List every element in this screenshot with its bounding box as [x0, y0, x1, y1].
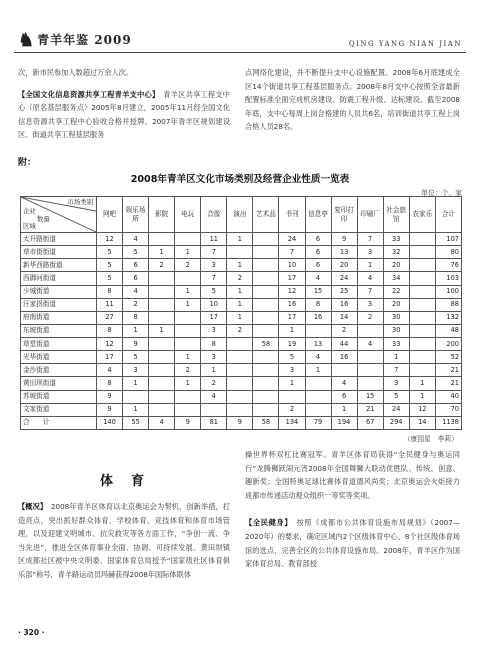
table-cell: 7: [383, 364, 409, 377]
row-region-name: 新华西路街道: [21, 259, 97, 272]
table-cell: 14: [409, 416, 435, 429]
table-cell: 1: [175, 298, 201, 311]
table-cell: [175, 324, 201, 337]
table-cell: 4: [97, 364, 123, 377]
bottom-right-column: [245, 448, 460, 571]
table-cell: 7: [357, 233, 383, 246]
table-cell: 5: [97, 259, 123, 272]
table-cell: 1: [175, 246, 201, 259]
logo-text: 青羊年鉴 2009: [37, 33, 132, 47]
table-cell: 58: [253, 338, 279, 351]
table-cell: 9: [175, 416, 201, 429]
table-cell: 11: [201, 233, 227, 246]
paragraph: [18, 500, 230, 582]
table-cell: 1: [123, 377, 149, 390]
header-count: 数量: [37, 215, 50, 223]
table-cell: [227, 364, 253, 377]
table-cell: 3: [357, 298, 383, 311]
table-row: [21, 259, 462, 272]
row-region-name: 文家街道: [21, 403, 97, 416]
paragraph-heading: 【全国文化信息资源共享工程青羊支中心】: [18, 89, 156, 99]
table-cell: 5: [201, 285, 227, 298]
paragraph: [18, 88, 230, 142]
row-region-name: 金沙街道: [21, 364, 97, 377]
table-cell: [409, 298, 435, 311]
table-cell: 27: [97, 311, 123, 324]
table-cell: 8: [305, 298, 331, 311]
table-row: [21, 285, 462, 298]
section-title: 体育: [100, 474, 163, 489]
table-cell: 5: [97, 272, 123, 285]
table-cell: 107: [435, 233, 461, 246]
table-cell: 70: [435, 403, 461, 416]
table-cell: 17: [97, 351, 123, 364]
table-cell: 4: [201, 390, 227, 403]
row-region-name: 草堂街道: [21, 338, 97, 351]
table-cell: [253, 390, 279, 403]
column-header: 社会旅馆: [383, 197, 409, 233]
table-cell: 11: [97, 298, 123, 311]
table-cell: 1: [227, 285, 253, 298]
table-title: 2008年青羊区文化市场类别及经营企业性质一览表: [130, 174, 350, 185]
paragraph: [245, 516, 460, 570]
table-cell: 16: [331, 351, 357, 364]
table-cell: 1: [149, 324, 175, 337]
table-cell: 22: [383, 285, 409, 298]
table-cell: 25: [331, 285, 357, 298]
table-cell: 194: [331, 416, 357, 429]
column-header: 娱乐场所: [123, 197, 149, 233]
table-cell: 4: [357, 338, 383, 351]
table-cell: [253, 351, 279, 364]
table-cell: 2: [175, 364, 201, 377]
table-row: [21, 233, 462, 246]
table-cell: 24: [331, 272, 357, 285]
table-cell: [409, 311, 435, 324]
table-cell: 6: [123, 272, 149, 285]
table-cell: 6: [331, 390, 357, 403]
table-cell: 1: [175, 285, 201, 298]
table-cell: 14: [331, 311, 357, 324]
table-cell: 3: [201, 351, 227, 364]
paragraph-body: 按照《成都市公共体育设施布局规划》（2007—2020年）的要求，确定区域内2个区级体育中心、8个社区级体育场馆的选点，完善全区的公共体育设施布局。2008年，青羊区作为国家体育总局、教育部授: [245, 518, 460, 569]
table-cell: 3: [201, 259, 227, 272]
table-cell: 9: [123, 338, 149, 351]
table-cell: [253, 246, 279, 259]
table-cell: [253, 364, 279, 377]
table-cell: [227, 351, 253, 364]
row-region-name: 汪家拐街道: [21, 298, 97, 311]
table-cell: 5: [123, 351, 149, 364]
appendix-label: 附：: [18, 158, 37, 168]
table-cell: 2: [123, 298, 149, 311]
column-header: 音像: [201, 197, 227, 233]
table-cell: [149, 338, 175, 351]
table-cell: [227, 338, 253, 351]
table-cell: [357, 324, 383, 337]
header-region: 区域: [23, 222, 36, 230]
table-cell: 8: [201, 338, 227, 351]
table-cell: [409, 324, 435, 337]
table-cell: 4: [149, 416, 175, 429]
table-cell: 5: [383, 390, 409, 403]
table-cell: [227, 246, 253, 259]
table-cell: 58: [253, 416, 279, 429]
table-cell: 17: [279, 311, 305, 324]
table-cell: 134: [279, 416, 305, 429]
table-cell: 67: [357, 416, 383, 429]
table-cell: 2: [279, 403, 305, 416]
row-region-name: 合 计: [21, 416, 97, 429]
table-cell: 16: [305, 311, 331, 324]
table-cell: [253, 272, 279, 285]
table-cell: 1138: [435, 416, 461, 429]
table-cell: [227, 390, 253, 403]
table-row: [21, 311, 462, 324]
table-cell: [409, 272, 435, 285]
table-cell: 3: [279, 364, 305, 377]
table-cell: 16: [279, 298, 305, 311]
row-region-name: 光华街道: [21, 351, 97, 364]
table-cell: [149, 364, 175, 377]
table-row: [21, 390, 462, 403]
table-cell: 55: [123, 416, 149, 429]
table-row: [21, 272, 462, 285]
page-number: · 320 ·: [18, 628, 45, 637]
table-cell: 1: [279, 324, 305, 337]
table-cell: 1: [175, 351, 201, 364]
column-header: 影院: [149, 197, 175, 233]
table-cell: 1: [305, 364, 331, 377]
table-row: [21, 403, 462, 416]
table-cell: 40: [435, 390, 461, 403]
row-region-name: 府南街道: [21, 311, 97, 324]
table-cell: 3: [123, 364, 149, 377]
table-cell: 5: [97, 246, 123, 259]
column-header: 艺术品: [253, 197, 279, 233]
table-cell: 1: [331, 403, 357, 416]
table-cell: 1: [227, 298, 253, 311]
table-cell: 15: [305, 285, 331, 298]
table-cell: 7: [201, 246, 227, 259]
row-region-name: 草市街街道: [21, 246, 97, 259]
table-cell: 12: [97, 233, 123, 246]
table-cell: 132: [435, 311, 461, 324]
table-cell: [253, 259, 279, 272]
table-cell: [253, 324, 279, 337]
table-cell: 44: [331, 338, 357, 351]
table-cell: [253, 377, 279, 390]
paragraph: 操世界杯双杠比赛冠军。青羊区体育局获得“全民健身与奥运同行”龙腾狮跃闹元宵2008年全国舞狮大联动优胜队、传统、创意、趣新奖；全国特奥足球比赛体育道德风尚奖；北京奥运会火炬接力成都市传递活动观众组织一等奖等奖项。: [245, 450, 460, 500]
table-cell: 6: [123, 259, 149, 272]
table-cell: 1: [227, 259, 253, 272]
row-region-name: 太升路街道: [21, 233, 97, 246]
table-cell: [227, 377, 253, 390]
table-cell: 8: [97, 285, 123, 298]
table-cell: 2: [357, 311, 383, 324]
table-cell: 1: [201, 364, 227, 377]
table-cell: 32: [383, 246, 409, 259]
table-cell: 200: [435, 338, 461, 351]
table-cell: 15: [357, 390, 383, 403]
table-cell: 20: [383, 259, 409, 272]
table-cell: [201, 403, 227, 416]
table-cell: [357, 351, 383, 364]
table-cell: [409, 233, 435, 246]
table-cell: 13: [331, 246, 357, 259]
table-cell: 6: [305, 246, 331, 259]
column-header: 书刊: [279, 197, 305, 233]
column-header: 合计: [435, 197, 461, 233]
table-cell: 7: [279, 246, 305, 259]
table-cell: [305, 403, 331, 416]
table-cell: 10: [279, 259, 305, 272]
table-cell: 9: [227, 416, 253, 429]
diagonal-header-cell: [21, 197, 97, 233]
table-cell: [149, 403, 175, 416]
table-cell: 2: [175, 259, 201, 272]
row-region-name: 西御河街道: [21, 272, 97, 285]
paragraph-body: 青羊区共享工程支中心（原名基层服务点）2005年8月建立，2005年11月经全国文化信息资源共享工程中心验收合格并授牌。2007年青羊区规划建设区、街道共享工程基层服务: [18, 89, 230, 140]
table-cell: 103: [435, 272, 461, 285]
row-region-name: 东坡街道: [21, 324, 97, 337]
table-cell: [253, 311, 279, 324]
table-cell: 100: [435, 285, 461, 298]
paragraph: 次，新市民参加人数超过万余人次。: [18, 68, 134, 77]
table-cell: 5: [123, 246, 149, 259]
table-row: [21, 338, 462, 351]
column-header: 复印打印: [331, 197, 357, 233]
table-cell: [253, 285, 279, 298]
table-cell: [409, 364, 435, 377]
top-right-column: [245, 66, 460, 134]
chess-knight-icon: ♞: [18, 30, 36, 51]
column-header: 信息亭: [305, 197, 331, 233]
table-unit: 单位：个、家: [421, 189, 462, 197]
table-cell: 1: [409, 377, 435, 390]
column-header: 网吧: [97, 197, 123, 233]
paragraph-heading: 【全民健身】: [245, 518, 289, 528]
header-market-type: 市场类别: [67, 198, 93, 206]
table-cell: [175, 338, 201, 351]
table-cell: 12: [409, 403, 435, 416]
table-cell: 12: [279, 285, 305, 298]
table-cell: 2: [201, 377, 227, 390]
table-cell: 20: [331, 259, 357, 272]
table-cell: [305, 390, 331, 403]
table-cell: 8: [97, 324, 123, 337]
table-cell: 24: [279, 233, 305, 246]
culture-market-table: [20, 196, 462, 430]
table-cell: [175, 390, 201, 403]
table-cell: 3: [201, 324, 227, 337]
table-cell: [409, 338, 435, 351]
table-cell: [149, 311, 175, 324]
table-cell: 16: [331, 298, 357, 311]
table-cell: 1: [123, 403, 149, 416]
table-cell: 13: [305, 338, 331, 351]
table-cell: 19: [279, 338, 305, 351]
table-cell: 3: [357, 246, 383, 259]
table-cell: 1: [175, 377, 201, 390]
table-cell: 21: [435, 364, 461, 377]
table-cell: [149, 377, 175, 390]
table-cell: 1: [383, 351, 409, 364]
table-row: [21, 246, 462, 259]
table-cell: [175, 233, 201, 246]
table-cell: [409, 259, 435, 272]
table-cell: [253, 298, 279, 311]
table-cell: 140: [97, 416, 123, 429]
table-cell: [149, 298, 175, 311]
column-header: 印刷厂: [357, 197, 383, 233]
table-cell: 2: [149, 259, 175, 272]
table-cell: [357, 364, 383, 377]
table-cell: 6: [305, 259, 331, 272]
header-rule: [14, 52, 466, 53]
table-cell: 48: [435, 324, 461, 337]
table-cell: 1: [279, 377, 305, 390]
table-cell: 21: [435, 377, 461, 390]
table-cell: [305, 324, 331, 337]
table-cell: 30: [383, 311, 409, 324]
table-cell: 2: [227, 272, 253, 285]
table-cell: 24: [383, 403, 409, 416]
table-cell: 33: [383, 338, 409, 351]
table-cell: 81: [201, 416, 227, 429]
paragraph: 点网络化建设，并不断提升支中心设施配置。2008年6月底建成全区14个街道共享工程基层服务点。2008年8月支中心按照全省最新配置标准全面完成机房建设、防震工程升级、达标建设。截至2008年底，支中心每周上岗合格建的人员共6名，培训街道共享工程上岗合格人员28名。: [245, 68, 460, 132]
table-cell: 9: [97, 403, 123, 416]
table-cell: 8: [123, 311, 149, 324]
yearbook-logo: [18, 30, 132, 51]
table-cell: 8: [97, 377, 123, 390]
table-cell: 2: [331, 324, 357, 337]
table-cell: 4: [123, 285, 149, 298]
table-cell: [149, 390, 175, 403]
table-cell: [279, 390, 305, 403]
table-cell: [409, 246, 435, 259]
table-cell: 5: [279, 351, 305, 364]
table-cell: 9: [331, 233, 357, 246]
table-cell: [253, 233, 279, 246]
column-header: 农家乐: [409, 197, 435, 233]
table-cell: 1: [149, 246, 175, 259]
table-cell: [331, 364, 357, 377]
table-cell: [123, 390, 149, 403]
paragraph-heading: 【概况】: [18, 502, 44, 511]
table-cell: 294: [383, 416, 409, 429]
table-row: [21, 364, 462, 377]
table-cell: 4: [357, 272, 383, 285]
table-cell: [409, 351, 435, 364]
table-row: [21, 416, 462, 429]
table-cell: 1: [357, 259, 383, 272]
table-cell: 4: [305, 351, 331, 364]
table-cell: [175, 403, 201, 416]
running-title: QING YANG NIAN JIAN: [348, 40, 462, 48]
bottom-left-column: [18, 500, 230, 582]
column-header: 演出: [227, 197, 253, 233]
table-cell: 6: [305, 233, 331, 246]
table-cell: 3: [383, 377, 409, 390]
table-cell: [305, 377, 331, 390]
table-cell: 34: [383, 272, 409, 285]
table-cell: 76: [435, 259, 461, 272]
table-cell: 2: [227, 324, 253, 337]
header-enterprise: 企业: [23, 207, 36, 215]
table-cell: 7: [357, 285, 383, 298]
table-cell: 30: [383, 324, 409, 337]
table-cell: [409, 285, 435, 298]
table-cell: 4: [123, 233, 149, 246]
row-region-name: 黄田坝街道: [21, 377, 97, 390]
table-cell: 80: [435, 246, 461, 259]
table-row: [21, 351, 462, 364]
table-cell: [253, 403, 279, 416]
table-cell: 17: [279, 272, 305, 285]
table-cell: [175, 311, 201, 324]
table-cell: 1: [227, 233, 253, 246]
table-cell: 21: [357, 403, 383, 416]
table-cell: [175, 272, 201, 285]
table-cell: 4: [331, 377, 357, 390]
table-body: [21, 233, 462, 430]
table-cell: 20: [383, 298, 409, 311]
table-row: [21, 298, 462, 311]
table-cell: [149, 233, 175, 246]
table-cell: [149, 351, 175, 364]
table-cell: 79: [305, 416, 331, 429]
table-cell: [357, 377, 383, 390]
top-left-column: [18, 66, 230, 142]
table-row: [21, 377, 462, 390]
table-cell: 4: [305, 272, 331, 285]
table-cell: 17: [201, 311, 227, 324]
paragraph-body: 2008年青羊区体育以北京奥运会为契机，创新举措，打造亮点，突出抓好群众体育、学校体育、竞技体育和体育市场管理，以及迎建文明城市、抗灾救灾等各方面工作，“争创一流、争当先进”，推进全区体育事业全面、协调、可持续发展。黄田坝镇区成都社区被中央文明委、国家体育总局授予“国家级社区体育俱乐部”称号，青羊路运动员玛赫获得2008年国际体联体: [18, 502, 230, 579]
table-source: （康园星 李莉）: [403, 435, 458, 443]
table-cell: [227, 403, 253, 416]
table-cell: [149, 285, 175, 298]
column-header: 电玩: [175, 197, 201, 233]
table-cell: 52: [435, 351, 461, 364]
row-region-name: 少城街道: [21, 285, 97, 298]
table-cell: 1: [409, 390, 435, 403]
table-row: [21, 324, 462, 337]
table-cell: 7: [201, 272, 227, 285]
table-cell: 33: [383, 233, 409, 246]
table-cell: 1: [123, 324, 149, 337]
table-cell: 9: [97, 390, 123, 403]
table-cell: 88: [435, 298, 461, 311]
table-cell: [149, 272, 175, 285]
row-region-name: 苏坡街道: [21, 390, 97, 403]
table-cell: 10: [201, 298, 227, 311]
table-cell: 1: [227, 311, 253, 324]
table-cell: 12: [97, 338, 123, 351]
